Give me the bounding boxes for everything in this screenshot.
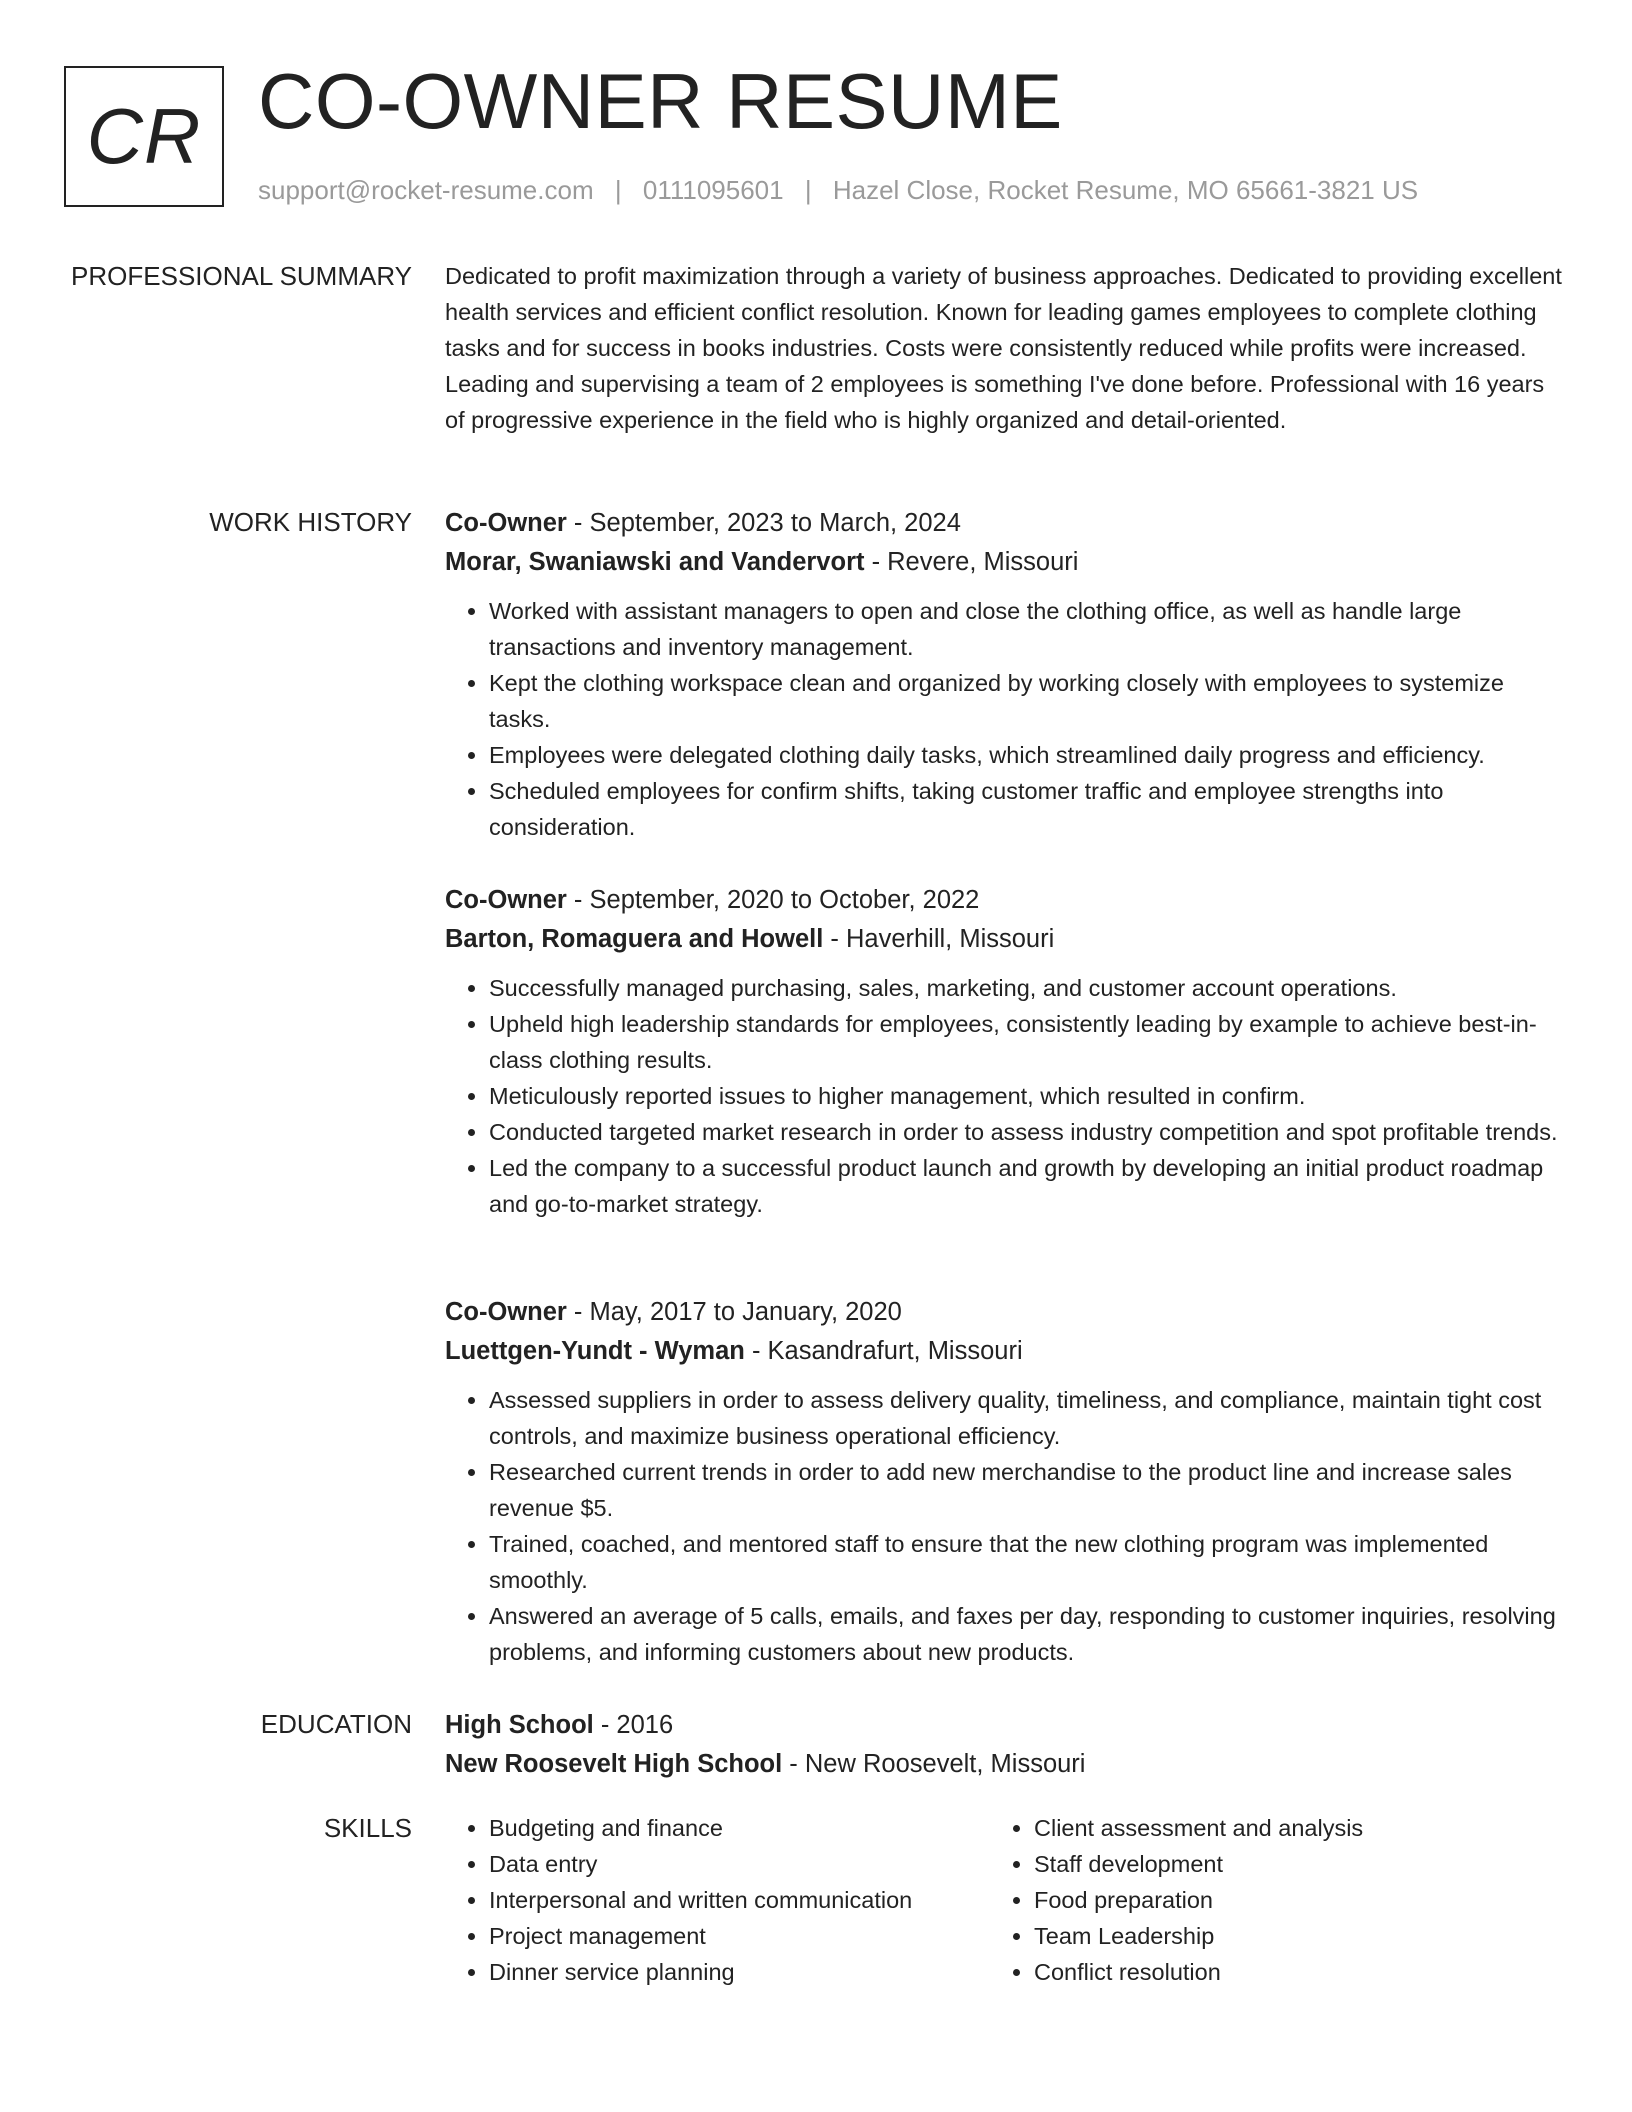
skill-item: • Data entry xyxy=(489,1846,990,1882)
job-bullet: • Led the company to a successful product launch and growth by developing an initial product roadmap and go-to-market strategy. xyxy=(489,1150,1565,1222)
job-entry xyxy=(445,881,1565,1222)
contact-phone: 0111095601 xyxy=(642,175,784,205)
job-company-line xyxy=(445,920,1565,959)
skills-list-left xyxy=(445,1810,990,1990)
job-dates: - May, 2017 to January, 2020 xyxy=(566,1298,902,1326)
skill-item: • Project management xyxy=(489,1918,990,1954)
contact-separator: | xyxy=(804,175,812,205)
summary-text: Dedicated to profit maximization through a variety of business approaches. Dedicated to providing excellent health services and efficient conflict resolution. Known for leading games employees to complete clothing tasks and for success in books industries. Costs were consistently reduced while profits were increased. Leading and supervising a team of 2 employees is something I've done before. Professional with 16 years of progressive experience in the field who is highly organized and detail-oriented. xyxy=(445,263,1562,433)
section-label-skills: SKILLS xyxy=(323,1813,412,1843)
job-bullet: • Answered an average of 5 calls, emails, and faxes per day, responding to customer inquiries, resolving problems, and informing customers about new products. xyxy=(489,1598,1565,1670)
contact-address: Hazel Close, Rocket Resume, MO 65661-3821 US xyxy=(832,175,1419,205)
initials-monogram: CR xyxy=(64,66,224,207)
job-bullet: • Conducted targeted market research in order to assess industry competition and spot profitable trends. xyxy=(489,1114,1565,1150)
job-company-line xyxy=(445,543,1565,582)
job-bullet-list xyxy=(445,970,1565,1222)
skill-item: • Staff development xyxy=(1034,1846,1535,1882)
job-title: Co-Owner xyxy=(445,886,567,914)
job-entry xyxy=(445,1293,1565,1670)
contact-email: support@rocket-resume.com xyxy=(258,175,594,205)
education-location: - New Roosevelt, Missouri xyxy=(782,1750,1086,1778)
education-degree: High School xyxy=(445,1711,594,1739)
job-title-line xyxy=(445,881,1565,920)
education-school: New Roosevelt High School xyxy=(445,1750,783,1778)
skill-item: • Food preparation xyxy=(1034,1882,1535,1918)
job-company: Luettgen-Yundt - Wyman xyxy=(445,1337,745,1365)
job-location: - Haverhill, Missouri xyxy=(823,925,1055,953)
job-location: - Kasandrafurt, Missouri xyxy=(744,1337,1023,1365)
job-bullet-list xyxy=(445,1382,1565,1670)
skill-item: • Team Leadership xyxy=(1034,1918,1535,1954)
job-bullet: • Assessed suppliers in order to assess delivery quality, timeliness, and compliance, maintain tight cost controls, and maximize business operational efficiency. xyxy=(489,1382,1565,1454)
job-title: Co-Owner xyxy=(445,1298,567,1326)
job-bullet: • Trained, coached, and mentored staff to ensure that the new clothing program was implemented smoothly. xyxy=(489,1526,1565,1598)
section-label-summary: PROFESSIONAL SUMMARY xyxy=(71,261,412,291)
job-title: Co-Owner xyxy=(445,509,567,537)
job-title-line xyxy=(445,504,1565,543)
skill-item: • Budgeting and finance xyxy=(489,1810,990,1846)
resume-title: CO-OWNER RESUME xyxy=(258,57,1063,145)
education-degree-line xyxy=(445,1706,1565,1745)
skill-item: • Client assessment and analysis xyxy=(1034,1810,1535,1846)
section-label-work-history: WORK HISTORY xyxy=(209,507,412,537)
job-company: Barton, Romaguera and Howell xyxy=(445,925,824,953)
job-bullet: • Researched current trends in order to add new merchandise to the product line and increase sales revenue $5. xyxy=(489,1454,1565,1526)
job-title-line xyxy=(445,1293,1565,1332)
job-dates: - September, 2023 to March, 2024 xyxy=(566,509,961,537)
job-bullet: • Scheduled employees for confirm shifts, taking customer traffic and employee strengths into consideration. xyxy=(489,773,1565,845)
section-label-education: EDUCATION xyxy=(260,1709,412,1739)
job-company-line xyxy=(445,1332,1565,1371)
skill-item: • Dinner service planning xyxy=(489,1954,990,1990)
contact-separator: | xyxy=(614,175,622,205)
job-bullet: • Upheld high leadership standards for employees, consistently leading by example to achieve best-in-class clothing results. xyxy=(489,1006,1565,1078)
job-company: Morar, Swaniawski and Vandervort xyxy=(445,548,865,576)
job-bullet: • Kept the clothing workspace clean and organized by working closely with employees to systemize tasks. xyxy=(489,665,1565,737)
skill-item: • Interpersonal and written communication xyxy=(489,1882,990,1918)
job-bullet: • Successfully managed purchasing, sales, marketing, and customer account operations. xyxy=(489,970,1565,1006)
education-year: - 2016 xyxy=(593,1711,674,1739)
job-location: - Revere, Missouri xyxy=(864,548,1079,576)
job-bullet: • Meticulously reported issues to higher management, which resulted in confirm. xyxy=(489,1078,1565,1114)
job-entry xyxy=(445,504,1565,845)
job-dates: - September, 2020 to October, 2022 xyxy=(566,886,980,914)
education-school-line xyxy=(445,1745,1565,1784)
job-bullet: • Employees were delegated clothing daily tasks, which streamlined daily progress and efficiency. xyxy=(489,737,1565,773)
job-bullet: • Worked with assistant managers to open and close the clothing office, as well as handle large transactions and inventory management. xyxy=(489,593,1565,665)
skill-item: • Conflict resolution xyxy=(1034,1954,1535,1990)
job-bullet-list xyxy=(445,593,1565,845)
skills-list-right xyxy=(990,1810,1535,1990)
contact-line xyxy=(258,175,1418,206)
